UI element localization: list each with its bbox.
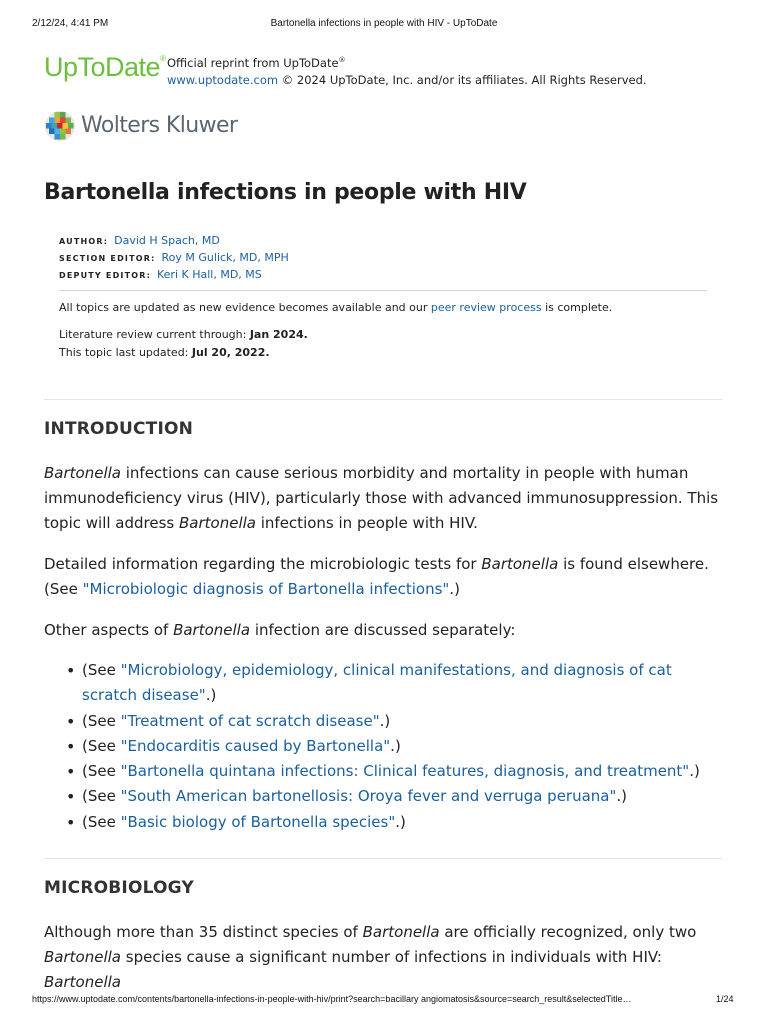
wolters-kluwer-name: Wolters Kluwer	[81, 113, 238, 138]
wolters-kluwer-mark-icon	[44, 110, 76, 142]
see-suffix: .)	[689, 762, 700, 781]
last-updated-date: Jul 20, 2022.	[191, 346, 270, 359]
last-updated-label: This topic last updated:	[59, 346, 192, 359]
update-note-pre: All topics are updated as new evidence becomes available and our	[59, 301, 431, 314]
reprint-mark: ®	[338, 56, 346, 64]
reprint-line	[167, 52, 647, 72]
copyright-line	[167, 72, 647, 89]
list-item	[66, 709, 716, 734]
see-prefix: (See	[82, 661, 121, 679]
copyright-text: © 2024 UpToDate, Inc. and/or its affiliates. All Rights Reserved.	[278, 72, 647, 87]
list-item	[66, 784, 716, 809]
lit-review-label: Literature review current through:	[59, 328, 250, 341]
see-prefix: (See	[82, 711, 121, 730]
related-topic-link[interactable]: "Microbiology, epidemiology, clinical manifestations, and diagnosis of cat scratch disease"	[82, 661, 672, 705]
lit-review-line	[59, 326, 709, 344]
intro-p2-text: Detailed information regarding the microbiologic tests for	[44, 555, 482, 573]
intro-p1-text: infections can cause serious morbidity and mortality in people with human immunodeficiency virus (HIV), particularly those with advanced immunosuppression. This topic will address	[44, 464, 719, 532]
update-note-post: is complete.	[541, 301, 613, 314]
uptodate-logo-mark: ®	[160, 54, 166, 63]
genus-italic: Bartonella	[179, 514, 256, 532]
uptodate-logo-text: UpToDate	[44, 52, 161, 82]
list-item	[66, 658, 716, 709]
see-prefix: (See	[82, 762, 121, 781]
author-link[interactable]: David H Spach, MD	[114, 234, 220, 247]
page-number: 1/24	[716, 994, 734, 1004]
section-editor-line	[59, 249, 709, 266]
article-meta	[59, 232, 709, 362]
section-editor-link[interactable]: Roy M Gulick, MD, MPH	[161, 251, 289, 264]
related-topic-link[interactable]: "Basic biology of Bartonella species"	[120, 812, 396, 831]
micro-p1-text-3: species cause a significant number of infections in individuals with HIV:	[120, 948, 662, 966]
list-item	[66, 734, 716, 759]
print-footer	[0, 994, 768, 1008]
micro-p1-text-2: are officially recognized, only two	[439, 923, 697, 941]
microbiology-paragraph-1	[44, 920, 728, 991]
review-dates	[59, 326, 709, 362]
see-suffix: .)	[616, 787, 628, 806]
see-prefix: (See	[82, 736, 121, 755]
related-topic-link[interactable]: "South American bartonellosis: Oroya fever and verruga peruana"	[120, 787, 617, 806]
genus-italic: Bartonella	[44, 948, 121, 966]
list-item	[66, 810, 716, 835]
last-updated-line	[59, 344, 709, 362]
update-note	[59, 299, 709, 316]
genus-italic: Bartonella	[44, 973, 121, 991]
print-url: https://www.uptodate.com/contents/bartonella-infections-in-people-with-hiv/print?search=bacillary angiomatosis&source=search_result&selectedTitle…	[32, 994, 632, 1004]
print-doc-title: Bartonella infections in people with HIV - UpToDate	[270, 18, 498, 29]
related-topic-link[interactable]: "Endocarditis caused by Bartonella"	[120, 736, 391, 755]
intro-p2-end: .)	[449, 580, 460, 598]
microbiologic-diagnosis-link[interactable]: "Microbiologic diagnosis of Bartonella infections"	[82, 580, 450, 598]
lit-review-date: Jan 2024.	[249, 328, 308, 341]
meta-divider	[59, 290, 707, 291]
intro-paragraph-3	[44, 618, 728, 643]
related-topics-list	[66, 658, 716, 835]
intro-p2-see: is found elsewhere. (See	[44, 555, 709, 598]
section-divider	[44, 858, 722, 859]
print-header	[0, 18, 768, 32]
genus-italic: Bartonella	[173, 621, 251, 639]
section-divider	[44, 399, 722, 400]
author-line	[59, 232, 709, 249]
see-suffix: .)	[205, 686, 217, 705]
microbiology-heading: MICROBIOLOGY	[44, 878, 194, 898]
see-suffix: .)	[390, 736, 401, 755]
introduction-heading: INTRODUCTION	[44, 419, 194, 439]
intro-paragraph-2	[44, 552, 728, 602]
related-topic-link[interactable]: "Bartonella quintana infections: Clinical features, diagnosis, and treatment"	[120, 762, 690, 781]
intro-p1-end: infections in people with HIV.	[255, 514, 478, 532]
genus-italic: Bartonella	[481, 555, 559, 573]
micro-p1-text: Although more than 35 distinct species of	[44, 923, 363, 941]
article-title: Bartonella infections in people with HIV	[44, 180, 527, 205]
deputy-editor-link[interactable]: Keri K Hall, MD, MS	[157, 268, 262, 281]
uptodate-logo[interactable]	[44, 52, 165, 83]
peer-review-link[interactable]: peer review process	[430, 301, 542, 314]
author-key: AUTHOR:	[59, 237, 109, 246]
intro-p3-text: Other aspects of	[44, 621, 174, 639]
see-prefix: (See	[82, 812, 121, 831]
intro-p3-end: infection are discussed separately:	[250, 621, 516, 639]
related-topic-link[interactable]: "Treatment of cat scratch disease"	[120, 711, 380, 730]
list-item	[66, 759, 716, 784]
uptodate-site-link[interactable]: www.uptodate.com	[167, 72, 279, 87]
reprint-notice	[167, 52, 647, 89]
deputy-editor-key: DEPUTY EDITOR:	[59, 271, 151, 280]
print-datetime: 2/12/24, 4:41 PM	[32, 18, 109, 29]
see-suffix: .)	[379, 711, 391, 730]
genus-italic: Bartonella	[44, 464, 121, 482]
deputy-editor-line	[59, 266, 709, 283]
genus-italic: Bartonella	[362, 923, 440, 941]
reprint-text: Official reprint from UpToDate	[167, 55, 339, 70]
wolters-kluwer-logo	[44, 110, 304, 144]
see-suffix: .)	[395, 812, 406, 831]
intro-paragraph-1	[44, 461, 728, 536]
section-editor-key: SECTION EDITOR:	[59, 254, 156, 263]
brand-row	[44, 52, 724, 86]
see-prefix: (See	[82, 787, 121, 806]
